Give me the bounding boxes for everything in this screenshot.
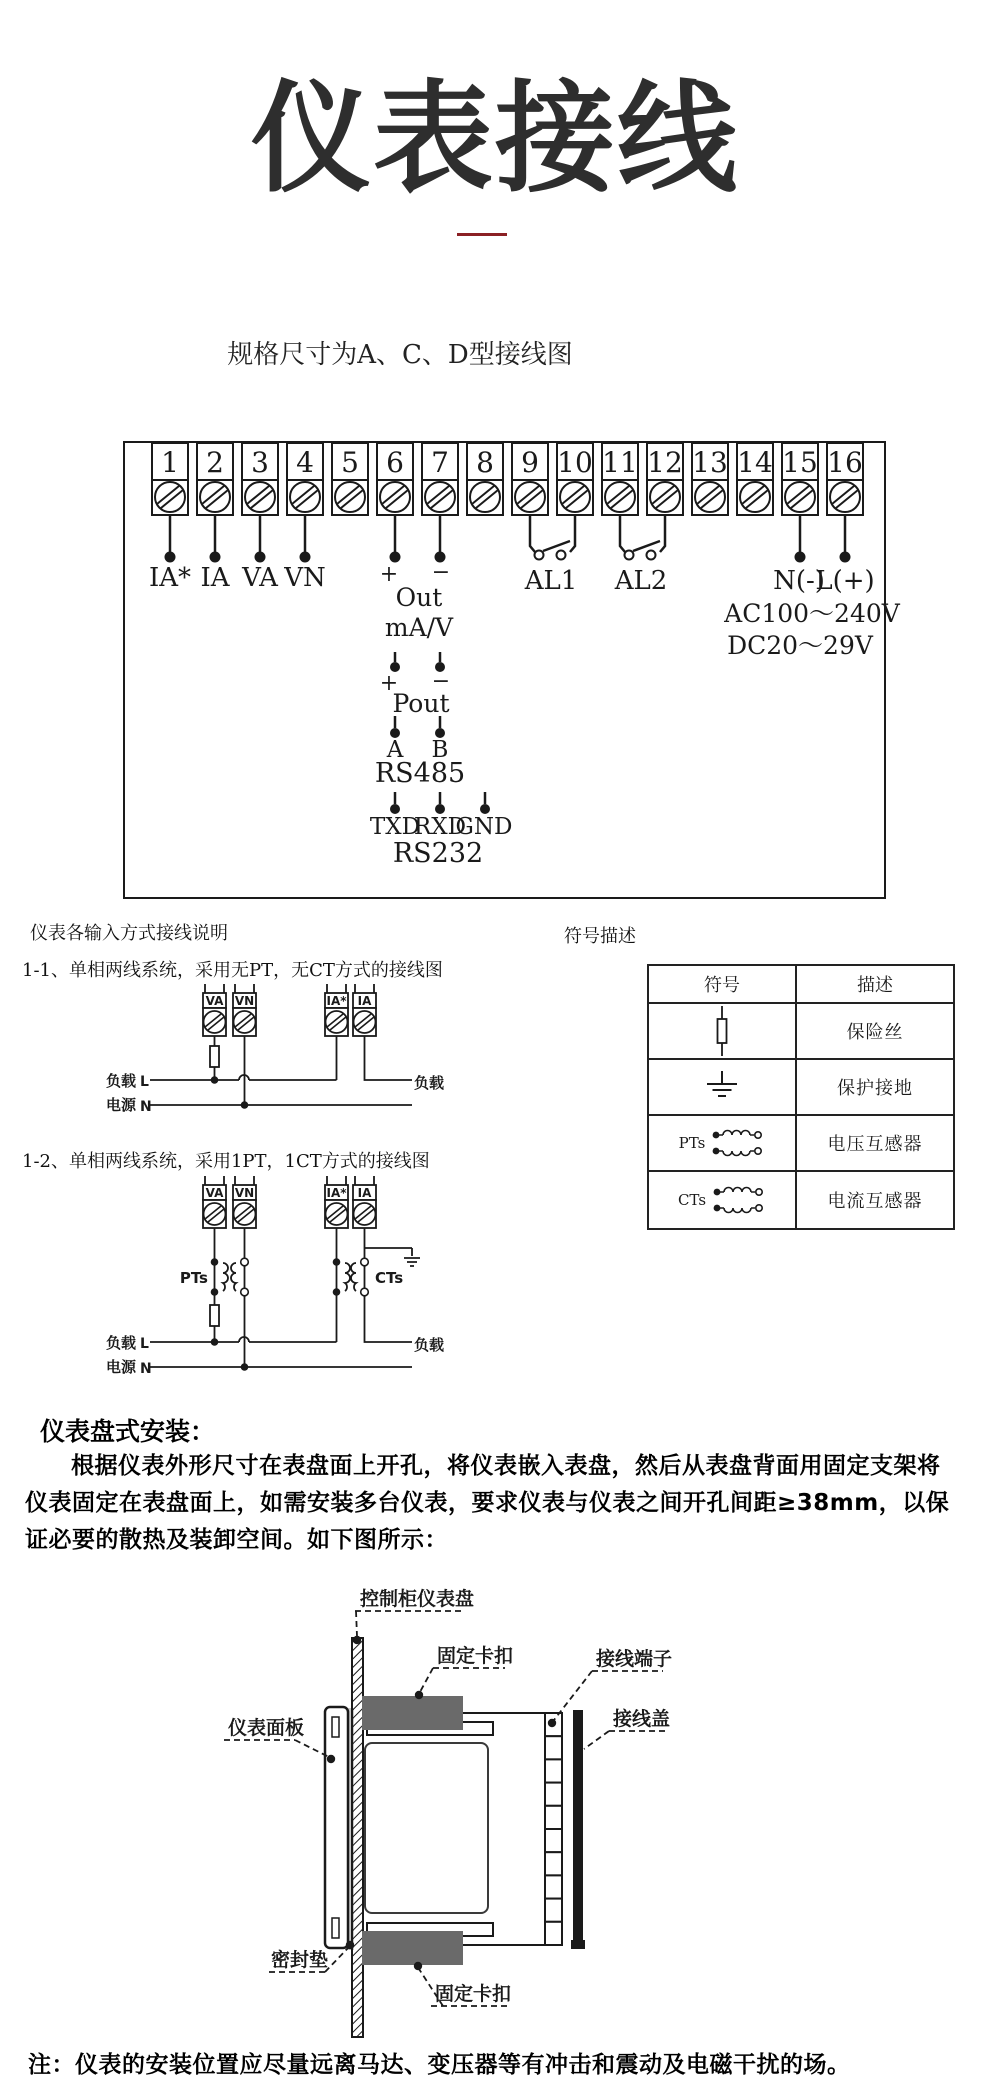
callout-terminal-block: 接线端子	[596, 1648, 673, 1670]
terminal	[242, 443, 278, 515]
mini-terminal-vn: VN	[234, 1186, 255, 1200]
out-minus: −	[431, 560, 451, 585]
ct-coil-icon	[345, 1263, 350, 1291]
terminal-block-ladder	[545, 1713, 562, 1945]
diagram-caption: 规格尺寸为A、C、D型接线图	[227, 340, 573, 370]
table-row-symbol	[649, 1060, 797, 1116]
circuit-wires	[150, 1036, 412, 1105]
terminal-number: 15	[782, 446, 818, 479]
callout-panel: 控制柜仪表盘	[360, 1588, 475, 1610]
fuse-icon	[210, 1046, 219, 1067]
pout-minus: −	[431, 669, 451, 694]
terminal	[332, 443, 368, 515]
source-label: 电源	[105, 1358, 136, 1376]
bezel-slot-bottom	[332, 1918, 339, 1938]
label-vn: VN	[284, 563, 326, 593]
label-rs232: RS232	[392, 838, 484, 869]
label-l-plus: L(+)	[815, 566, 875, 596]
label-ma-v: mA/V	[384, 613, 454, 642]
label-ac-range: AC100～240V	[724, 599, 900, 628]
ground-icon	[404, 1258, 420, 1266]
callout-cover: 接线盖	[613, 1708, 671, 1730]
terminal-strip	[152, 443, 863, 515]
mini-terminals	[203, 984, 376, 1036]
ct-coil-icon	[351, 1263, 356, 1291]
mini-terminals	[203, 1176, 376, 1228]
panel-mounting-diagram	[200, 1580, 680, 2050]
line-l-label: L	[140, 1074, 149, 1090]
pt-coil-icon	[231, 1263, 236, 1291]
protective-earth-icon	[704, 1071, 740, 1103]
terminal-number: 13	[692, 446, 728, 479]
terminal-number: 1	[161, 446, 179, 479]
load-label: 负载	[105, 1072, 136, 1090]
source-label: 电源	[105, 1096, 136, 1114]
mini-terminal-ia-star: IA*	[326, 1186, 347, 1200]
symbol-description-table	[647, 964, 955, 1230]
circuit-wires	[150, 1228, 420, 1367]
terminal	[647, 443, 683, 515]
terminal	[152, 443, 188, 515]
fixing-clip-bottom	[362, 1931, 463, 1965]
diagram-1-2-title: 1-2、单相两线系统，采用1PT，1CT方式的接线图	[22, 1151, 430, 1172]
table-row-desc: 保护接地	[797, 1060, 953, 1116]
fixing-clip-top	[362, 1696, 463, 1730]
mini-terminal-ia: IA	[357, 994, 372, 1008]
label-ia: IA	[200, 563, 230, 593]
mounting-section-body: 根据仪表外形尺寸在表盘面上开孔，将仪表嵌入表盘，然后从表盘背面用固定支架将仪表固定在表盘面上，如需安装多台仪表，要求仪表与仪表之间开孔间距≥38mm，以保证必要的散热及装卸空间。如下图所示：	[25, 1453, 950, 1553]
diagram-1-1	[95, 975, 445, 1120]
terminal-number: 7	[431, 446, 449, 479]
rs485-a: A	[386, 737, 404, 763]
terminal-number: 4	[296, 446, 314, 479]
callout-clip-top: 固定卡扣	[437, 1645, 514, 1667]
table-row-symbol	[649, 1004, 797, 1060]
terminal	[827, 443, 863, 515]
terminal-wiring-diagram	[100, 425, 900, 915]
wiring-section-title: 仪表各输入方式接线说明	[30, 923, 228, 944]
column-header-desc: 描述	[797, 966, 953, 1004]
mini-terminal-vn: VN	[234, 994, 255, 1008]
current-transformer-icon	[712, 1182, 766, 1218]
terminal	[287, 443, 323, 515]
label-out: Out	[395, 583, 443, 612]
terminal-number: 2	[206, 446, 224, 479]
diagram-1-2	[95, 1170, 445, 1385]
terminal	[467, 443, 503, 515]
label-va: VA	[242, 563, 278, 593]
out-plus: +	[379, 562, 399, 587]
terminal	[197, 443, 233, 515]
terminal	[782, 443, 818, 515]
wiring-cover-bar	[573, 1710, 583, 1948]
terminal-number: 12	[647, 446, 683, 479]
voltage-transformer-icon	[711, 1125, 765, 1161]
callout-faceplate: 仪表面板	[228, 1717, 305, 1739]
line-l-label: L	[140, 1336, 149, 1352]
junction-dots	[211, 1076, 249, 1109]
load-label: 负载	[105, 1334, 136, 1352]
rs485-b: B	[431, 737, 449, 763]
label-ia-star: IA*	[148, 563, 192, 593]
load-right-label: 负载	[414, 1074, 445, 1092]
mini-terminal-ia-star: IA*	[326, 994, 347, 1008]
callout-clip-bottom: 固定卡扣	[435, 1983, 512, 2005]
terminal-labels	[149, 560, 901, 869]
terminal-number: 10	[557, 446, 593, 479]
table-row-desc: 电流互感器	[827, 1191, 923, 1212]
terminal-number: 6	[386, 446, 404, 479]
label-n-minus: N(-)	[773, 566, 825, 596]
label-al2: AL2	[614, 566, 668, 596]
column-header-symbol: 符号	[649, 966, 797, 1004]
terminal-number: 5	[341, 446, 359, 479]
mounting-section-title: 仪表盘式安装：	[40, 1417, 216, 1446]
terminal-number: 8	[476, 446, 494, 479]
table-row-symbol	[649, 1116, 797, 1172]
terminal-number: 9	[521, 446, 539, 479]
wiring-cover-foot	[571, 1940, 585, 1949]
pts-label: PTs	[678, 1134, 706, 1152]
label-rs485: RS485	[374, 758, 466, 789]
pts-label: PTs	[179, 1269, 208, 1287]
rs232-rxd: RXD	[413, 814, 467, 840]
cts-label: CTs	[677, 1191, 707, 1209]
table-row-desc: 保险丝	[797, 1004, 953, 1060]
table-row-symbol	[649, 1172, 797, 1228]
load-right-label: 负载	[414, 1336, 445, 1354]
line-n-label: N	[140, 1099, 152, 1115]
faceplate-bezel	[325, 1707, 348, 1948]
junction-dots	[211, 1258, 341, 1371]
pt-coil-icon	[223, 1263, 228, 1291]
callout-gasket: 密封垫	[271, 1949, 329, 1971]
terminal	[602, 443, 638, 515]
pout-plus: +	[379, 671, 399, 696]
terminal	[692, 443, 728, 515]
terminal-number: 3	[251, 446, 269, 479]
relay-contact-icons	[535, 551, 656, 560]
terminal	[512, 443, 548, 515]
terminal-number: 14	[737, 446, 773, 479]
terminal	[737, 443, 773, 515]
page-title: 仪表接线	[251, 70, 739, 209]
table-row-desc: 电压互感器	[797, 1116, 953, 1172]
mini-terminal-va: VA	[205, 994, 224, 1008]
label-dc-range: DC20～29V	[727, 631, 873, 660]
installation-note: 注：仪表的安装位置应尽量远离马达、变压器等有冲击和震动及电磁干扰的场。	[28, 2052, 851, 2078]
fuse-icon	[210, 1305, 219, 1326]
mini-terminal-ia: IA	[357, 1186, 372, 1200]
rs232-gnd: GND	[455, 814, 513, 840]
rs232-txd: TXD	[369, 814, 421, 840]
terminal	[422, 443, 458, 515]
bezel-slot-top	[332, 1717, 339, 1737]
mini-terminal-va: VA	[205, 1186, 224, 1200]
terminal-number: 16	[827, 446, 863, 479]
label-pout: Pout	[392, 689, 450, 718]
fuse-icon	[707, 1006, 737, 1056]
cts-label: CTs	[375, 1269, 404, 1287]
cabinet-panel-bar	[352, 1638, 363, 2037]
red-accent-divider	[457, 233, 507, 236]
meter-display-window	[365, 1743, 488, 1913]
terminal	[557, 443, 593, 515]
diagram-1-1-title: 1-1、单相两线系统，采用无PT，无CT方式的接线图	[22, 960, 443, 981]
line-n-label: N	[140, 1361, 152, 1377]
label-al1: AL1	[524, 566, 578, 596]
symbol-table-title: 符号描述	[564, 926, 636, 947]
terminal	[377, 443, 413, 515]
terminal-number: 11	[602, 446, 638, 479]
